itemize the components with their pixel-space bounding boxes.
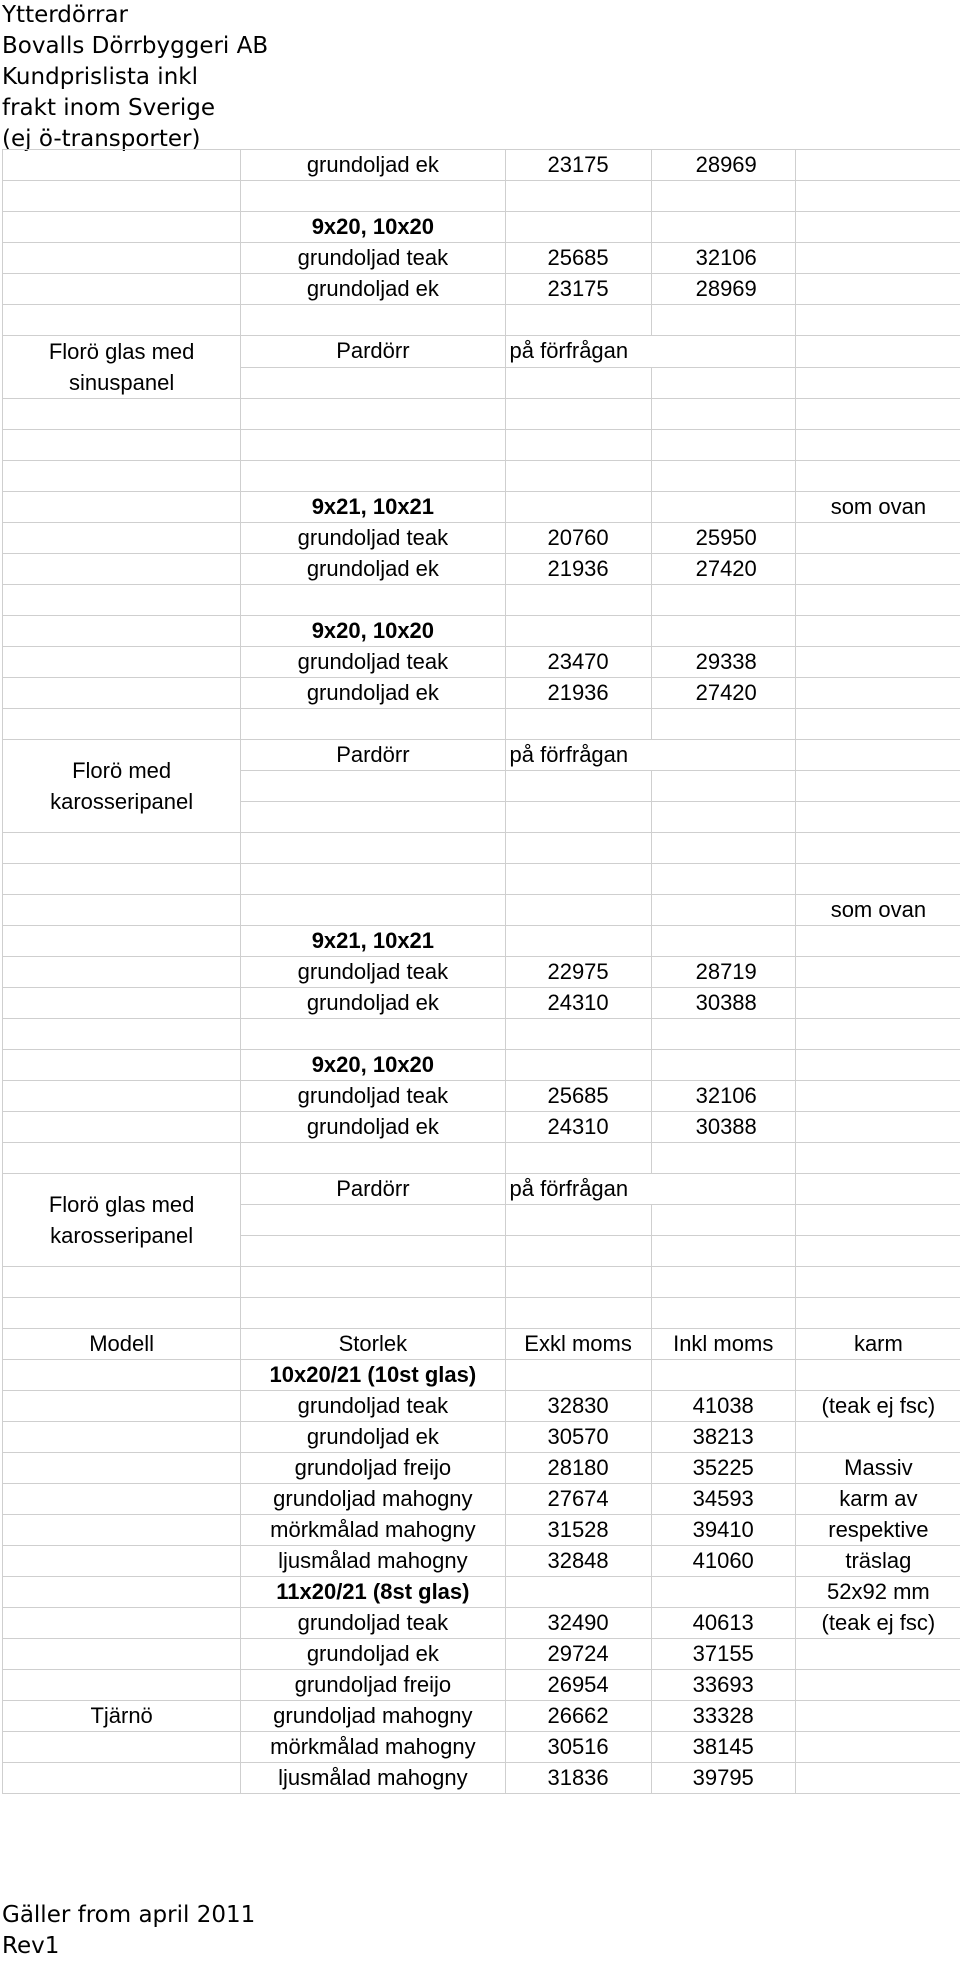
exkl-cell[interactable]: 32848 xyxy=(505,1546,651,1577)
exkl-cell[interactable]: 24310 xyxy=(505,1112,651,1143)
storlek-cell[interactable]: ljusmålad mahogny xyxy=(241,1763,505,1794)
table-row xyxy=(3,616,960,647)
inkl-cell[interactable]: 32106 xyxy=(651,1081,795,1112)
exkl-cell[interactable]: 23175 xyxy=(505,274,651,305)
table-row xyxy=(3,1019,960,1050)
inkl-cell[interactable]: 27420 xyxy=(651,554,795,585)
storlek-cell[interactable]: grundoljad teak xyxy=(241,1391,505,1422)
storlek-cell[interactable]: ljusmålad mahogny xyxy=(241,1546,505,1577)
storlek-cell[interactable]: mörkmålad mahogny xyxy=(241,1515,505,1546)
karm-cell[interactable]: Massiv xyxy=(795,1453,960,1484)
table-row xyxy=(3,1701,960,1732)
model-name: Florö glas med sinuspanel xyxy=(3,336,240,398)
karm-cell[interactable] xyxy=(795,1732,960,1763)
table-row xyxy=(3,305,960,336)
table-row xyxy=(3,1732,960,1763)
column-header-inkl[interactable]: Inkl moms xyxy=(651,1329,795,1360)
table-row xyxy=(3,709,960,740)
storlek-cell[interactable]: grundoljad teak xyxy=(241,1608,505,1639)
table-row xyxy=(3,1267,960,1298)
model-cell[interactable]: Tjärnö xyxy=(3,1701,241,1732)
pardorr-cell[interactable]: Pardörr xyxy=(241,1174,505,1205)
storlek-cell[interactable]: grundoljad freijo xyxy=(241,1670,505,1701)
table-row xyxy=(3,833,960,864)
model-name: Florö med karosseripanel xyxy=(3,755,240,817)
exkl-cell[interactable]: 24310 xyxy=(505,988,651,1019)
price-table xyxy=(2,149,960,1794)
column-header-karm[interactable]: karm xyxy=(795,1329,960,1360)
model-cell[interactable] xyxy=(3,336,241,399)
inkl-cell[interactable]: 38213 xyxy=(651,1422,795,1453)
inkl-cell[interactable]: 39795 xyxy=(651,1763,795,1794)
model-cell[interactable] xyxy=(3,740,241,833)
size-heading[interactable]: 9x21, 10x21 xyxy=(241,492,505,523)
pardorr-price-cell[interactable]: på förfrågan xyxy=(505,740,795,771)
size-heading[interactable]: 11x20/21 (8st glas) xyxy=(241,1577,505,1608)
table-row xyxy=(3,1608,960,1639)
pardorr-price-cell[interactable]: på förfrågan xyxy=(505,336,795,368)
inkl-cell[interactable]: 35225 xyxy=(651,1453,795,1484)
table-row xyxy=(3,1422,960,1453)
storlek-cell[interactable]: grundoljad mahogny xyxy=(241,1701,505,1732)
karm-cell[interactable]: (teak ej fsc) xyxy=(795,1391,960,1422)
table-row xyxy=(3,895,960,926)
footer-line-validity: Gäller from april 2011 xyxy=(2,1900,255,1931)
table-row xyxy=(3,926,960,957)
inkl-cell[interactable]: 28719 xyxy=(651,957,795,988)
table-row xyxy=(3,1546,960,1577)
table-row xyxy=(3,1112,960,1143)
storlek-cell[interactable]: grundoljad teak xyxy=(241,647,505,678)
footer-line-revision: Rev1 xyxy=(2,1931,255,1962)
storlek-cell[interactable]: grundoljad mahogny xyxy=(241,1484,505,1515)
table-row xyxy=(3,1298,960,1329)
table-row xyxy=(3,461,960,492)
karm-cell[interactable]: karm av xyxy=(795,1484,960,1515)
storlek-cell[interactable]: grundoljad ek xyxy=(241,988,505,1019)
exkl-cell[interactable]: 23175 xyxy=(505,150,651,181)
karm-cell[interactable] xyxy=(795,1670,960,1701)
table-row xyxy=(3,585,960,616)
header-line-freight: frakt inom Sverige xyxy=(2,93,268,124)
exkl-cell[interactable]: 26954 xyxy=(505,1670,651,1701)
karm-cell[interactable]: som ovan xyxy=(795,492,960,523)
exkl-cell[interactable]: 30516 xyxy=(505,1732,651,1763)
header-line-title: Ytterdörrar xyxy=(2,0,268,31)
sheet-header xyxy=(2,0,268,155)
table-row xyxy=(3,864,960,895)
table-row xyxy=(3,212,960,243)
storlek-cell[interactable]: grundoljad ek xyxy=(241,1112,505,1143)
table-row xyxy=(3,1050,960,1081)
table-row xyxy=(3,1639,960,1670)
storlek-cell[interactable]: grundoljad freijo xyxy=(241,1453,505,1484)
inkl-cell[interactable]: 37155 xyxy=(651,1639,795,1670)
exkl-cell[interactable]: 27674 xyxy=(505,1484,651,1515)
table-row xyxy=(3,1143,960,1174)
inkl-cell[interactable]: 32106 xyxy=(651,243,795,274)
size-heading[interactable]: 10x20/21 (10st glas) xyxy=(241,1360,505,1391)
storlek-cell[interactable]: mörkmålad mahogny xyxy=(241,1732,505,1763)
table-row xyxy=(3,1763,960,1794)
inkl-cell[interactable]: 28969 xyxy=(651,150,795,181)
header-line-company: Bovalls Dörrbyggeri AB xyxy=(2,31,268,62)
storlek-cell[interactable]: grundoljad teak xyxy=(241,957,505,988)
table-header-row xyxy=(3,1329,960,1360)
karm-cell[interactable]: (teak ej fsc) xyxy=(795,1608,960,1639)
storlek-cell[interactable]: grundoljad ek xyxy=(241,1422,505,1453)
table-row xyxy=(3,1484,960,1515)
inkl-cell[interactable]: 33693 xyxy=(651,1670,795,1701)
inkl-cell[interactable]: 38145 xyxy=(651,1732,795,1763)
size-heading[interactable]: 9x21, 10x21 xyxy=(241,926,505,957)
inkl-cell[interactable]: 34593 xyxy=(651,1484,795,1515)
inkl-cell[interactable]: 25950 xyxy=(651,523,795,554)
column-header-storlek[interactable]: Storlek xyxy=(241,1329,505,1360)
table-row xyxy=(3,740,960,771)
exkl-cell[interactable]: 23470 xyxy=(505,647,651,678)
column-header-modell[interactable]: Modell xyxy=(3,1329,241,1360)
karm-cell[interactable] xyxy=(795,1422,960,1453)
exkl-cell[interactable]: 20760 xyxy=(505,523,651,554)
karm-cell[interactable] xyxy=(795,1639,960,1670)
inkl-cell[interactable]: 40613 xyxy=(651,1608,795,1639)
model-cell[interactable] xyxy=(3,1174,241,1267)
table-row xyxy=(3,1174,960,1205)
exkl-cell[interactable]: 26662 xyxy=(505,1701,651,1732)
model-name: Florö glas med karosseripanel xyxy=(3,1189,240,1251)
inkl-cell[interactable]: 30388 xyxy=(651,988,795,1019)
storlek-cell[interactable]: grundoljad teak xyxy=(241,523,505,554)
storlek-cell[interactable]: grundoljad teak xyxy=(241,1081,505,1112)
sheet-footer xyxy=(2,1900,255,1962)
storlek-cell[interactable]: grundoljad ek xyxy=(241,150,505,181)
exkl-cell[interactable]: 22975 xyxy=(505,957,651,988)
exkl-cell[interactable]: 21936 xyxy=(505,554,651,585)
karm-cell[interactable]: träslag xyxy=(795,1546,960,1577)
table-row xyxy=(3,957,960,988)
exkl-cell[interactable]: 32490 xyxy=(505,1608,651,1639)
table-row xyxy=(3,150,960,181)
storlek-cell[interactable]: grundoljad ek xyxy=(241,678,505,709)
inkl-cell[interactable]: 33328 xyxy=(651,1701,795,1732)
exkl-cell[interactable]: 32830 xyxy=(505,1391,651,1422)
table-row xyxy=(3,1453,960,1484)
size-heading[interactable]: 9x20, 10x20 xyxy=(241,1050,505,1081)
table-row xyxy=(3,1577,960,1608)
exkl-cell[interactable]: 21936 xyxy=(505,678,651,709)
column-header-exkl[interactable]: Exkl moms xyxy=(505,1329,651,1360)
karm-cell[interactable]: 52x92 mm xyxy=(795,1577,960,1608)
size-heading[interactable]: 9x20, 10x20 xyxy=(241,212,505,243)
karm-cell[interactable] xyxy=(795,1763,960,1794)
exkl-cell[interactable]: 25685 xyxy=(505,243,651,274)
exkl-cell[interactable]: 31528 xyxy=(505,1515,651,1546)
exkl-cell[interactable]: 30570 xyxy=(505,1422,651,1453)
table-row xyxy=(3,274,960,305)
inkl-cell[interactable]: 41038 xyxy=(651,1391,795,1422)
inkl-cell[interactable]: 28969 xyxy=(651,274,795,305)
size-heading[interactable]: 9x20, 10x20 xyxy=(241,616,505,647)
inkl-cell[interactable]: 39410 xyxy=(651,1515,795,1546)
pardorr-cell[interactable]: Pardörr xyxy=(241,740,505,771)
table-row xyxy=(3,1515,960,1546)
table-row xyxy=(3,1360,960,1391)
table-row xyxy=(3,647,960,678)
table-row xyxy=(3,399,960,430)
header-line-exclusion: (ej ö-transporter) xyxy=(2,124,268,155)
table-row xyxy=(3,1670,960,1701)
karm-cell[interactable]: som ovan xyxy=(795,895,960,926)
table-row xyxy=(3,988,960,1019)
table-row xyxy=(3,523,960,554)
inkl-cell[interactable]: 30388 xyxy=(651,1112,795,1143)
karm-cell[interactable] xyxy=(795,1701,960,1732)
header-line-pricelist: Kundprislista inkl xyxy=(2,62,268,93)
exkl-cell[interactable]: 31836 xyxy=(505,1763,651,1794)
table-row xyxy=(3,1081,960,1112)
pardorr-price-cell[interactable]: på förfrågan xyxy=(505,1174,795,1205)
table-row xyxy=(3,336,960,368)
table-row xyxy=(3,492,960,523)
storlek-cell[interactable]: grundoljad ek xyxy=(241,1639,505,1670)
inkl-cell[interactable]: 29338 xyxy=(651,647,795,678)
storlek-cell[interactable]: grundoljad ek xyxy=(241,274,505,305)
exkl-cell[interactable]: 25685 xyxy=(505,1081,651,1112)
inkl-cell[interactable]: 41060 xyxy=(651,1546,795,1577)
table-row xyxy=(3,1391,960,1422)
table-row xyxy=(3,430,960,461)
storlek-cell[interactable]: grundoljad ek xyxy=(241,554,505,585)
table-row xyxy=(3,554,960,585)
exkl-cell[interactable]: 29724 xyxy=(505,1639,651,1670)
inkl-cell[interactable]: 27420 xyxy=(651,678,795,709)
storlek-cell[interactable]: grundoljad teak xyxy=(241,243,505,274)
table-row xyxy=(3,243,960,274)
pardorr-cell[interactable]: Pardörr xyxy=(241,336,505,368)
karm-cell[interactable]: respektive xyxy=(795,1515,960,1546)
table-row xyxy=(3,181,960,212)
exkl-cell[interactable]: 28180 xyxy=(505,1453,651,1484)
table-row xyxy=(3,678,960,709)
